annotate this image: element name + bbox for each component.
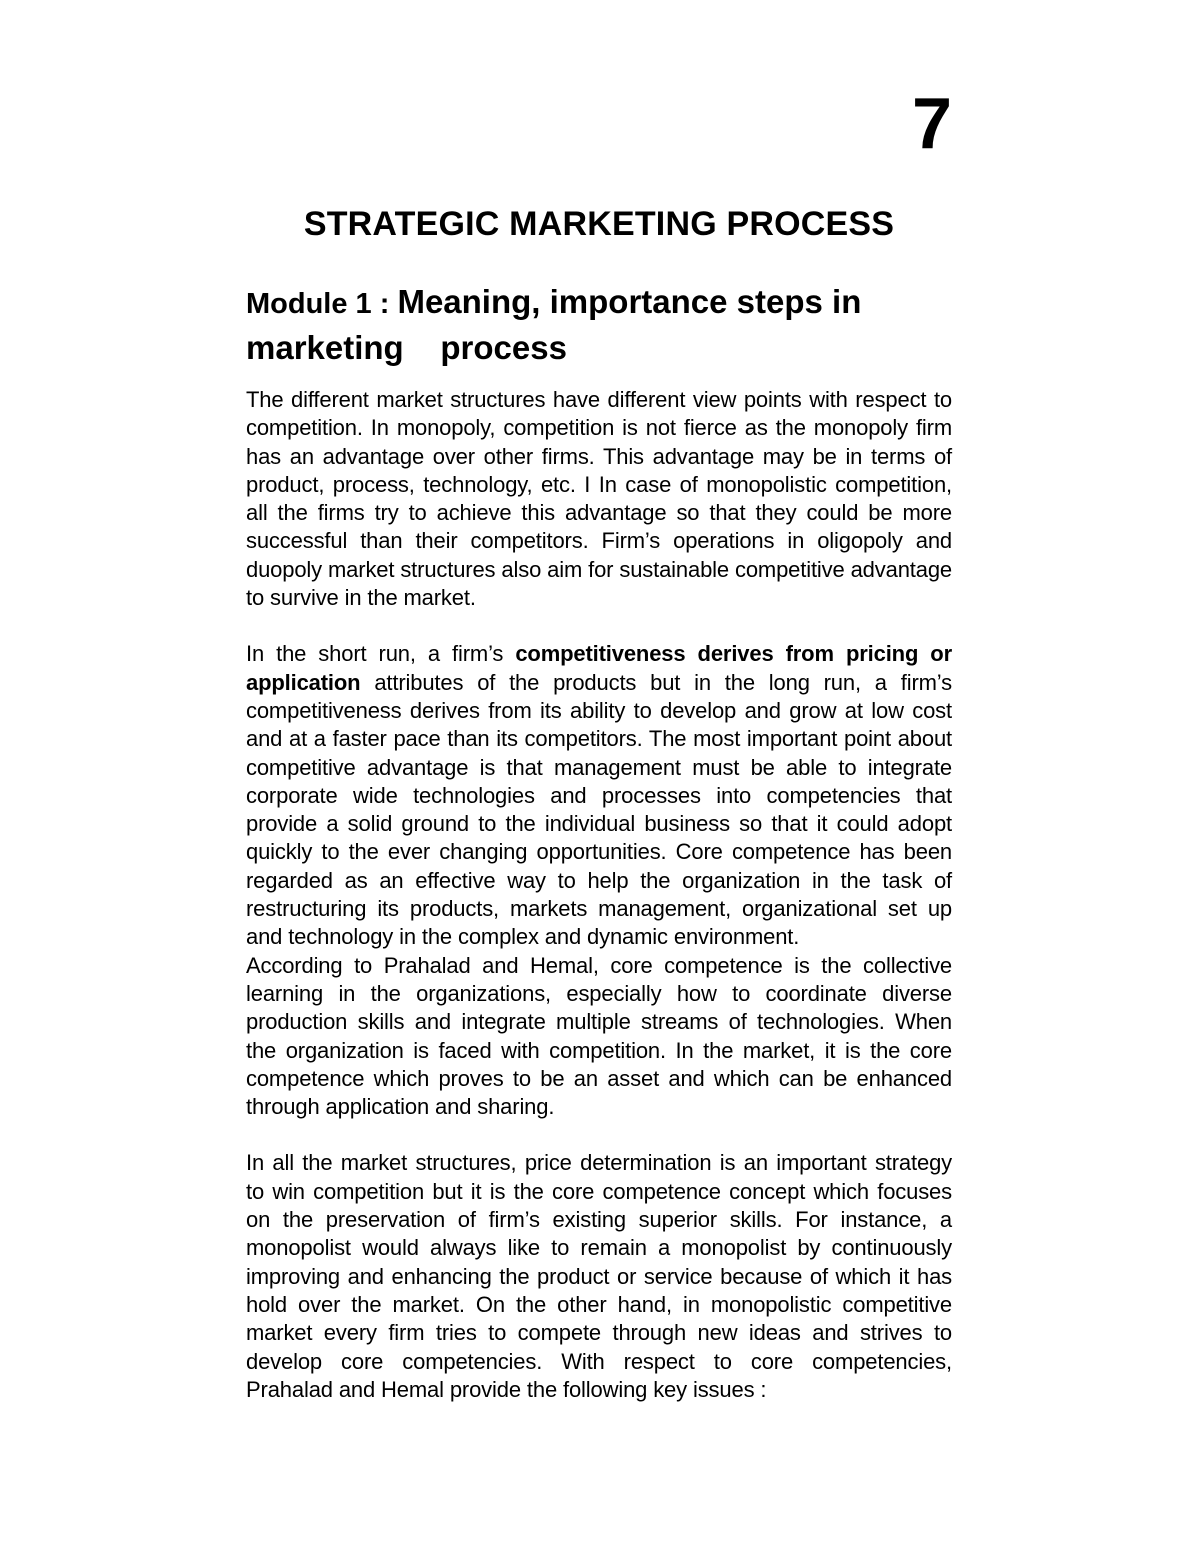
module-heading-line2: marketing process [246, 329, 567, 366]
paragraph-text: The different market structures have different view points with respect to competition. In monopoly, competition is not fierce as the monopoly firm has an advantage over other firms. This advantage may be in terms of product, process, technology, etc. I In case of monopolistic competition, all the firms try to achieve this advantage so that they could be more successful than their competitors. Firm’s operations in oligopoly and duopoly market structures also aim for sustainable competitive advantage to survive in the market. [246, 387, 952, 611]
module-heading-text: Meaning, importance steps in [397, 283, 862, 320]
paragraph-text: attributes of the products but in the long run, a firm’s competitiveness derives from its ability to develop and grow at low cost and at a faster pace than its competitors. The most important point about competitive advantage is that management must be able to integrate corporate wide technologies and processes into competencies that provide a solid ground to the individual business so that it could adopt quickly to the ever changing opportunities. Core competence has been regarded as an effective way to help the organization in the task of restructuring its products, markets management, organizational set up and technology in the complex and dynamic environment. [246, 669, 952, 950]
module-label: Module 1 : [246, 288, 398, 320]
paragraph [246, 640, 952, 951]
module-heading-line1 [246, 280, 952, 326]
paragraph-text: According to Prahalad and Hemal, core competence is the collective learning in the organizations, especially how to coordinate diverse production skills and integrate multiple streams of technologies. When the organization is faced with competition. In the market, it is the core competence which proves to be an asset and which can be enhanced through application and sharing. [246, 952, 952, 1120]
module-heading [246, 280, 952, 369]
paragraph-text: In the short run, a firm’s [246, 641, 516, 667]
body-text [246, 386, 952, 1404]
paragraph [246, 1149, 952, 1404]
paragraph [246, 952, 952, 1122]
page-number: 7 [911, 84, 952, 164]
paragraph-text: In all the market structures, price determination is an important strategy to win competition but it is the core competence concept which focuses on the preservation of firm’s existing superior skills. For instance, a monopolist would always like to remain a monopolist by continuously improving and enhancing the product or service because of which it has hold over the market. On the other hand, in monopolistic competitive market every firm tries to compete through new ideas and strives to develop core competencies. With respect to core competencies, Prahalad and Hemal provide the following key issues : [246, 1150, 952, 1402]
chapter-title: STRATEGIC MARKETING PROCESS [303, 205, 895, 243]
paragraph-bold-text: competitiveness derives from pricing or application [246, 641, 952, 695]
paragraph [246, 386, 952, 612]
